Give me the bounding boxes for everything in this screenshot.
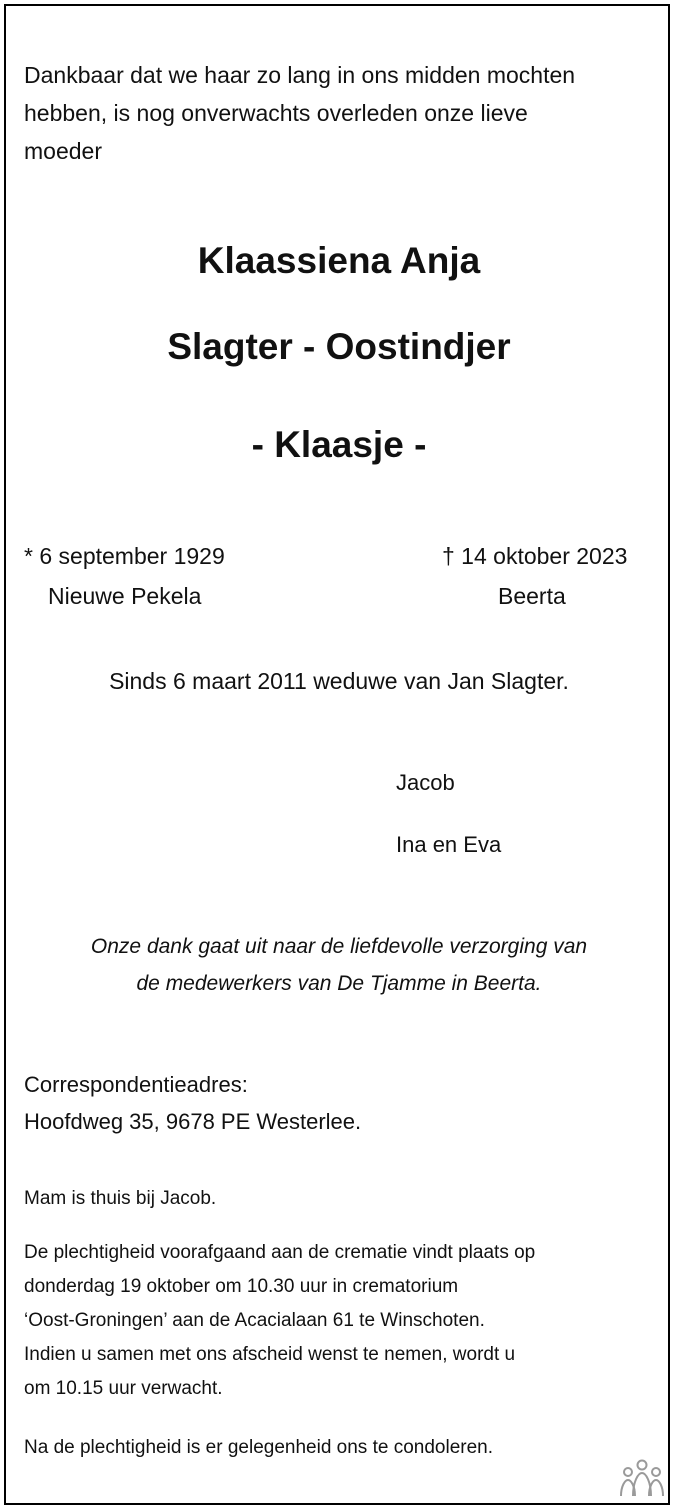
thanks-text <box>0 928 678 1002</box>
ceremony-line: De plechtigheid voorafgaand aan de crematie vindt plaats op <box>24 1242 536 1263</box>
home-line: Mam is thuis bij Jacob. <box>24 1188 217 1209</box>
birth-date: * 6 september 1929 <box>24 543 225 569</box>
birth-place: Nieuwe Pekela <box>48 583 202 609</box>
intro-line: hebben, is nog onverwachts overleden onze lieve <box>24 100 528 126</box>
ceremony-line: donderdag 19 oktober om 10.30 uur in crematorium <box>24 1276 459 1297</box>
intro-text <box>24 56 654 170</box>
family-member: Ina en Eva <box>396 832 502 857</box>
correspondence-label: Correspondentieadres: <box>24 1072 248 1097</box>
intro-line: Dankbaar dat we haar zo lang in ons midden mochten <box>24 62 576 88</box>
widow-line: Sinds 6 maart 2011 weduwe van Jan Slagter. <box>109 668 569 694</box>
people-group-logo-icon <box>618 1456 666 1500</box>
death-place: Beerta <box>498 583 566 609</box>
death-date: † 14 oktober 2023 <box>442 543 628 569</box>
deceased-given-names: Klaassiena Anja <box>197 240 481 281</box>
thanks-line: de medewerkers van De Tjamme in Beerta. <box>136 972 542 995</box>
intro-line: moeder <box>24 138 102 164</box>
ceremony-line: Indien u samen met ons afscheid wenst te nemen, wordt u <box>24 1344 516 1365</box>
family-member: Jacob <box>396 770 455 795</box>
ceremony-text <box>24 1236 535 1406</box>
deceased-nickname: - Klaasje - <box>251 424 427 465</box>
thanks-line: Onze dank gaat uit naar de liefdevolle verzorging van <box>90 935 588 958</box>
ceremony-line: om 10.15 uur verwacht. <box>24 1378 223 1399</box>
condolence-line: Na de plechtigheid is er gelegenheid ons te condoleren. <box>24 1437 493 1458</box>
deceased-surname: Slagter - Oostindjer <box>167 326 511 367</box>
correspondence-address: Hoofdweg 35, 9678 PE Westerlee. <box>24 1109 362 1134</box>
correspondence-block <box>24 1066 361 1140</box>
ceremony-line: ‘Oost-Groningen’ aan de Acacialaan 61 te Winschoten. <box>24 1310 485 1331</box>
